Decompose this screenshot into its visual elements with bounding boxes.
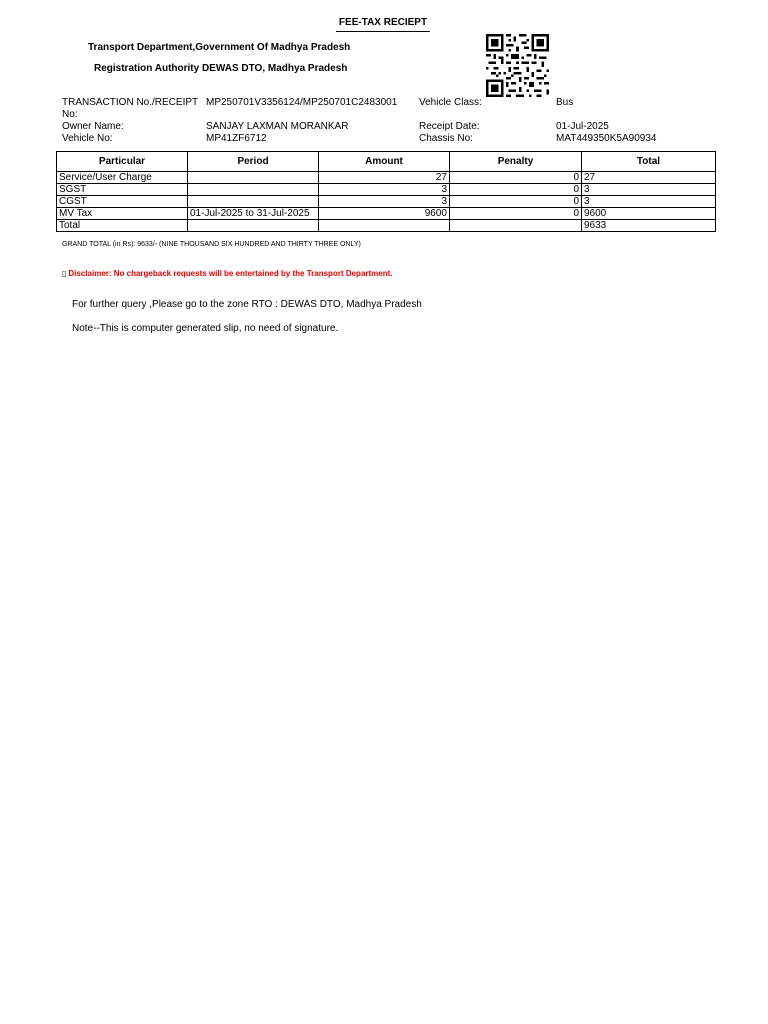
- cell-amount: 27: [319, 172, 450, 184]
- cell-period: [188, 184, 319, 196]
- owner-name-label: Owner Name:: [62, 121, 124, 132]
- fee-table: [56, 151, 716, 232]
- receipt-date-label: Receipt Date:: [419, 121, 480, 132]
- vehicle-no-label: Vehicle No:: [62, 133, 113, 144]
- qr-code-icon: [483, 34, 552, 97]
- cell-total: 27: [582, 172, 716, 184]
- cell-penalty: 0: [450, 172, 582, 184]
- header-amount: Amount: [319, 152, 450, 172]
- receipt-title: FEE-TAX RECIEPT: [336, 17, 430, 32]
- vehicle-class-value: Bus: [556, 97, 574, 108]
- transaction-value: MP250701V3356124/MP250701C2483001: [206, 97, 398, 108]
- fee-table-header: [57, 152, 716, 172]
- disclaimer: [62, 269, 393, 278]
- cell-penalty: 0: [450, 208, 582, 220]
- cell-total: 3: [582, 196, 716, 208]
- cell-particular: SGST: [57, 184, 188, 196]
- cell-amount: 9600: [319, 208, 450, 220]
- vehicle-no-value: MP41ZF6712: [206, 133, 267, 144]
- grand-total: GRAND TOTAL (in Rs): 9633/- (NINE THOUSAND SIX HUNDRED AND THIRTY THREE ONLY): [62, 241, 361, 248]
- cell-penalty: 0: [450, 196, 582, 208]
- cell-particular: CGST: [57, 196, 188, 208]
- header-particular: Particular: [57, 152, 188, 172]
- cell-penalty: 0: [450, 184, 582, 196]
- table-row: [57, 184, 716, 196]
- chassis-no-value: MAT449350K5A90934: [556, 133, 657, 144]
- cell-period: 01-Jul-2025 to 31-Jul-2025: [188, 208, 319, 220]
- cell-period: [188, 172, 319, 184]
- cell-amount: [319, 220, 450, 232]
- cell-period: [188, 196, 319, 208]
- table-row: [57, 208, 716, 220]
- transaction-label: TRANSACTION No./RECEIPT: [62, 97, 199, 108]
- qr-code-graphic: [483, 34, 552, 97]
- owner-name-value: SANJAY LAXMAN MORANKAR: [206, 121, 349, 132]
- cell-period: [188, 220, 319, 232]
- cell-total: 9600: [582, 208, 716, 220]
- receipt-date-value: 01-Jul-2025: [556, 121, 609, 132]
- missing-glyph-icon: ▯: [62, 269, 67, 278]
- cell-total: 3: [582, 184, 716, 196]
- cell-total: 9633: [582, 220, 716, 232]
- registration-authority: Registration Authority DEWAS DTO, Madhya Pradesh: [94, 63, 348, 74]
- vehicle-class-label: Vehicle Class:: [419, 97, 482, 108]
- header-period: Period: [188, 152, 319, 172]
- cell-amount: 3: [319, 196, 450, 208]
- disclaimer-text: Disclaimer: No chargeback requests will be entertained by the Transport Department.: [68, 269, 393, 278]
- cell-particular: MV Tax: [57, 208, 188, 220]
- table-row: [57, 172, 716, 184]
- department-name: Transport Department,Government Of Madhya Pradesh: [88, 42, 351, 53]
- cell-penalty: [450, 220, 582, 232]
- transaction-label-cont: No:: [62, 109, 78, 120]
- cell-particular: Total: [57, 220, 188, 232]
- cell-particular: Service/User Charge: [57, 172, 188, 184]
- chassis-no-label: Chassis No:: [419, 133, 473, 144]
- header-penalty: Penalty: [450, 152, 582, 172]
- note-text: Note--This is computer generated slip, no need of signature.: [72, 323, 339, 334]
- cell-amount: 3: [319, 184, 450, 196]
- header-total: Total: [582, 152, 716, 172]
- table-row-total: [57, 220, 716, 232]
- table-row: [57, 196, 716, 208]
- query-text: For further query ,Please go to the zone RTO : DEWAS DTO, Madhya Pradesh: [72, 299, 422, 310]
